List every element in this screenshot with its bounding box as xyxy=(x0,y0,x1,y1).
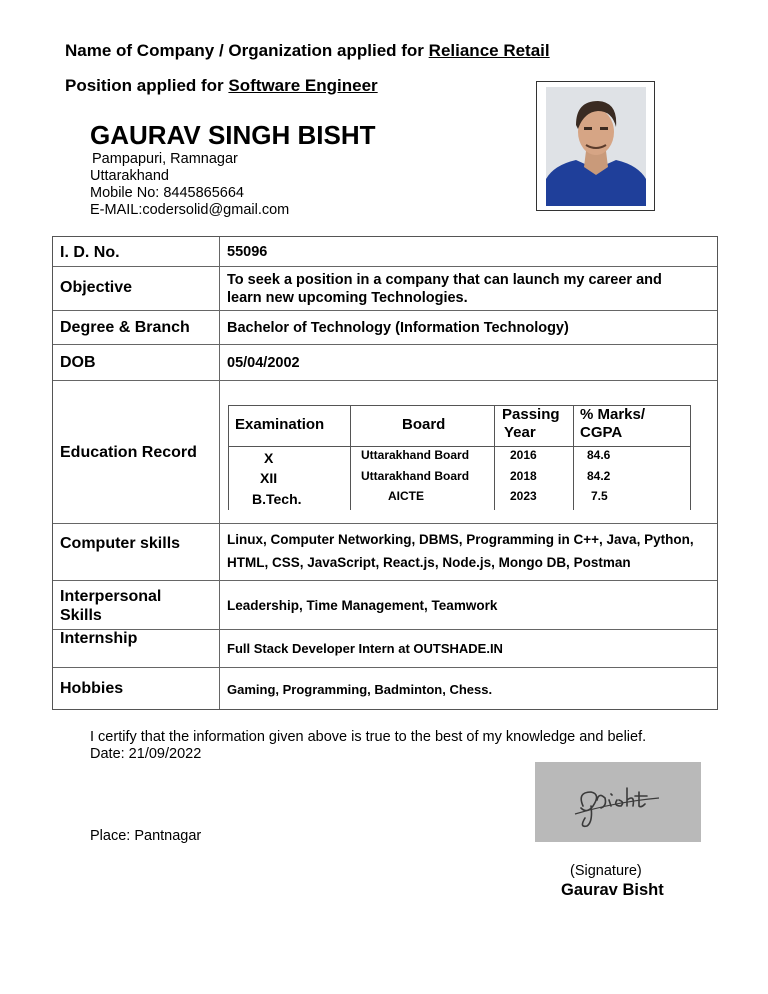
details-table xyxy=(52,236,718,710)
education-header-board: Board xyxy=(402,416,446,433)
row-divider xyxy=(53,344,717,345)
position-name: Software Engineer xyxy=(228,76,378,95)
row-divider xyxy=(53,380,717,381)
address-line-1: Pampapuri, Ramnagar xyxy=(92,151,238,167)
education-border xyxy=(494,405,495,510)
hobbies-value: Gaming, Programming, Badminton, Chess. xyxy=(227,682,493,697)
objective-line-1: To seek a position in a company that can launch my career and xyxy=(227,272,662,288)
education-board: Uttarakhand Board xyxy=(361,469,470,483)
internship-value: Full Stack Developer Intern at OUTSHADE.IN xyxy=(227,641,503,656)
education-border xyxy=(350,405,351,510)
education-board: AICTE xyxy=(388,489,424,503)
objective-value xyxy=(227,271,662,307)
objective-label: Objective xyxy=(60,279,133,296)
position-label: Position applied for xyxy=(65,76,224,95)
email-address: E-MAIL:codersolid@gmail.com xyxy=(90,202,290,218)
signature-label: (Signature) xyxy=(570,863,642,879)
dob-value: 05/04/2002 xyxy=(227,355,300,371)
education-header-passing: Passing xyxy=(502,406,560,423)
id-value: 55096 xyxy=(227,244,268,260)
education-exam: B.Tech. xyxy=(252,491,302,507)
hobbies-label: Hobbies xyxy=(60,680,124,697)
education-border xyxy=(228,405,229,510)
objective-line-2: learn new upcoming Technologies. xyxy=(227,290,468,306)
education-marks: 84.2 xyxy=(587,469,611,483)
company-line xyxy=(65,41,550,61)
education-board: Uttarakhand Board xyxy=(361,448,470,462)
education-exam: XII xyxy=(260,470,278,486)
position-line xyxy=(65,76,378,96)
profile-photo xyxy=(546,87,646,206)
id-label: I. D. No. xyxy=(60,244,120,261)
photo-frame xyxy=(536,81,655,211)
signature-name: Gaurav Bisht xyxy=(561,881,664,899)
candidate-name: GAURAV SINGH BISHT xyxy=(90,120,376,150)
education-border xyxy=(690,405,691,510)
row-divider xyxy=(53,629,717,630)
education-marks: 84.6 xyxy=(587,448,611,462)
certification-text: I certify that the information given above is true to the best of my knowledge and belief. xyxy=(90,729,647,745)
address-line-2: Uttarakhand xyxy=(90,168,169,184)
education-border xyxy=(573,405,574,510)
education-year: 2018 xyxy=(510,469,537,483)
skills-line-2: HTML, CSS, JavaScript, React.js, Node.js, Mongo DB, Postman xyxy=(227,555,631,570)
place-text: Place: Pantnagar xyxy=(90,828,202,844)
skills-line-1: Linux, Computer Networking, DBMS, Programming in C++, Java, Python, xyxy=(227,532,694,547)
education-year: 2016 xyxy=(510,448,537,462)
education-header-cgpa: CGPA xyxy=(580,424,623,441)
education-exam: X xyxy=(264,450,274,466)
degree-label: Degree & Branch xyxy=(60,319,190,336)
education-header-examination: Examination xyxy=(235,416,325,433)
row-divider xyxy=(53,523,717,524)
education-header-marks: % Marks/ xyxy=(580,406,646,423)
education-year: 2023 xyxy=(510,489,537,503)
company-label: Name of Company / Organization applied for xyxy=(65,41,424,60)
dob-label: DOB xyxy=(60,354,96,371)
date-text: Date: 21/09/2022 xyxy=(90,746,202,762)
row-divider xyxy=(53,310,717,311)
mobile-number: Mobile No: 8445865664 xyxy=(90,185,244,201)
interpersonal-label xyxy=(60,587,161,625)
column-divider xyxy=(219,237,220,709)
interpersonal-label-line-2: Skills xyxy=(60,607,102,624)
skills-label: Computer skills xyxy=(60,535,181,552)
signature-image xyxy=(535,762,701,842)
education-header-year: Year xyxy=(504,424,536,441)
company-name: Reliance Retail xyxy=(428,41,550,60)
education-label: Education Record xyxy=(60,444,197,461)
skills-value xyxy=(227,528,694,574)
interpersonal-value: Leadership, Time Management, Teamwork xyxy=(227,598,498,613)
education-border xyxy=(228,446,691,447)
education-table xyxy=(228,405,691,510)
row-divider xyxy=(53,580,717,581)
internship-label: Internship xyxy=(60,630,138,647)
interpersonal-label-line-1: Interpersonal xyxy=(60,588,162,605)
row-divider xyxy=(53,667,717,668)
degree-value: Bachelor of Technology (Information Technology) xyxy=(227,320,569,336)
row-divider xyxy=(53,266,717,267)
education-marks: 7.5 xyxy=(591,489,608,503)
